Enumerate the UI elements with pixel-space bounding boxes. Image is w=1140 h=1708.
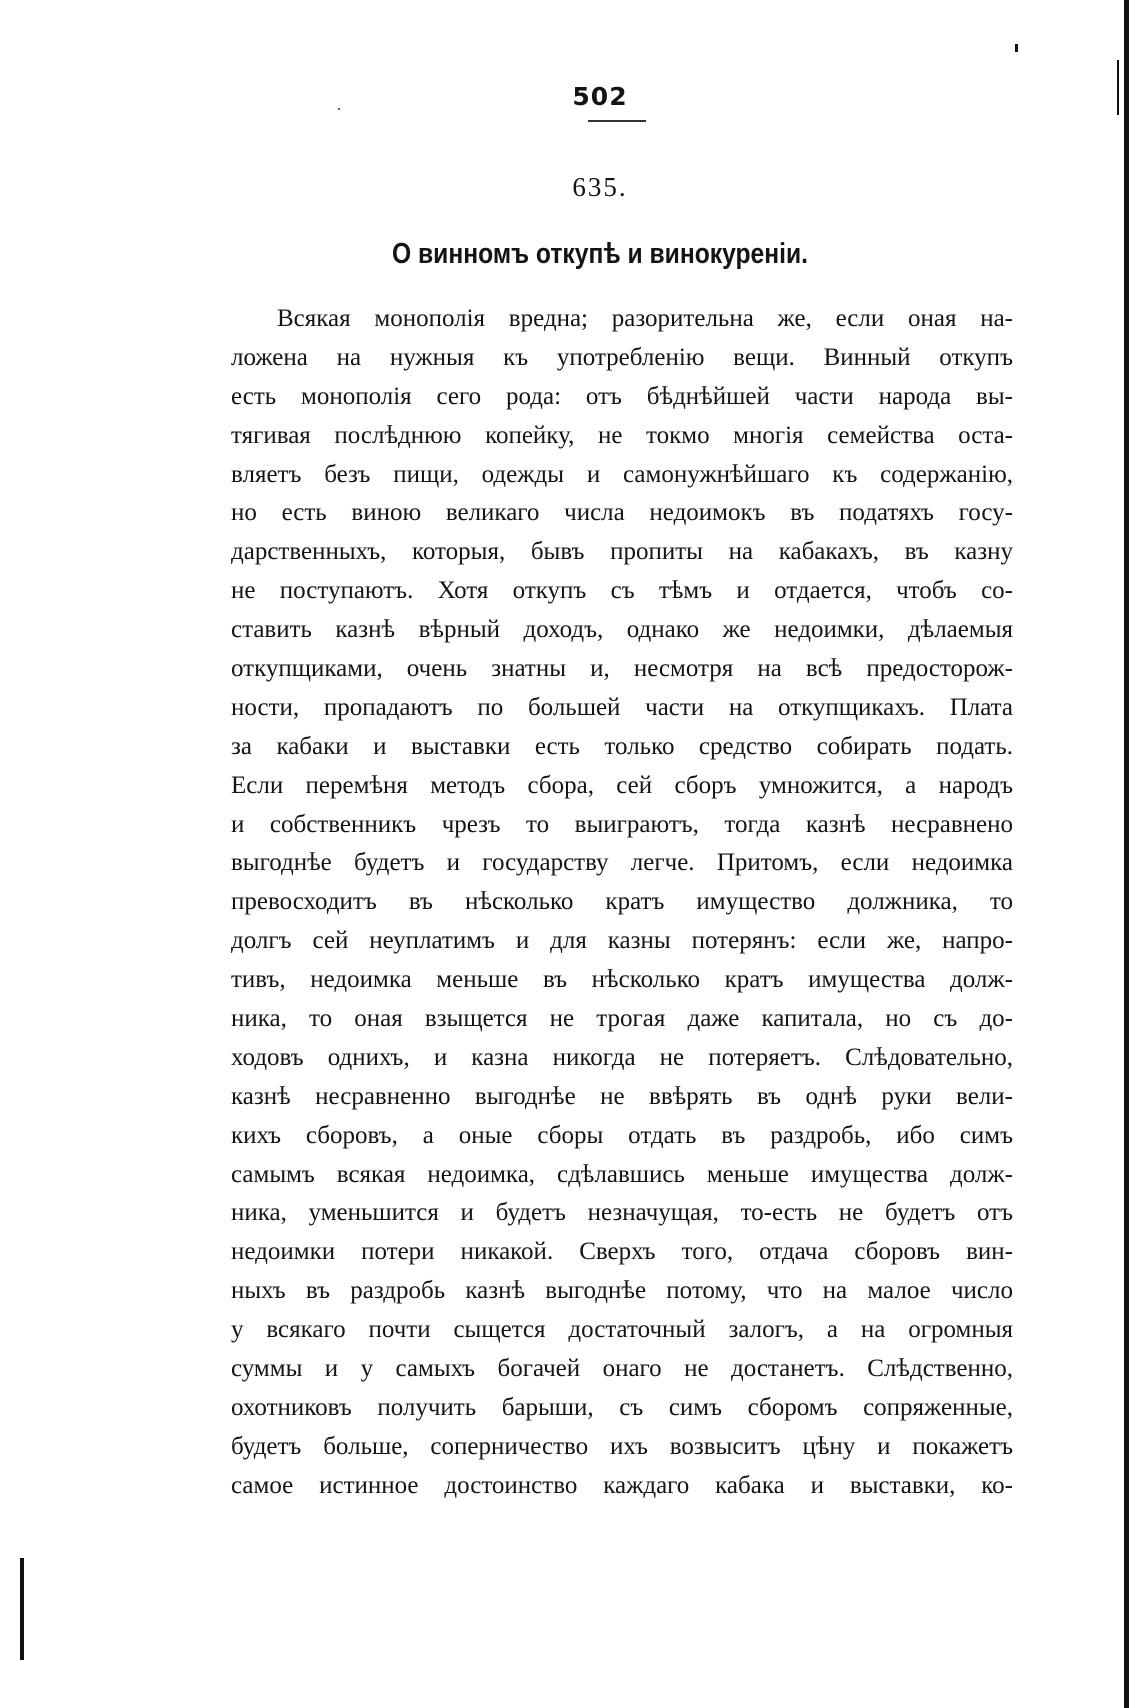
text-line: есть монополія сего рода: отъ бѣднѣйшей части народа вы- <box>231 382 1013 410</box>
scan-speck <box>1015 44 1018 52</box>
scan-edge-mark-left <box>20 1558 24 1660</box>
text-line: ставить казнѣ вѣрный доходъ, однако же недоимки, дѣлаемыя <box>231 616 1013 644</box>
article-body <box>231 300 1013 1506</box>
text-line: ныхъ въ раздробь казнѣ выгоднѣе потому, что на малое число <box>231 1277 1013 1305</box>
text-line: вляетъ безъ пищи, одежды и самонужнѣйшаго къ содержанію, <box>231 460 1013 488</box>
scan-edge-shadow-right <box>1124 0 1129 1708</box>
text-line: и собственникъ чрезъ то выиграютъ, тогда казнѣ несравнено <box>231 810 1013 838</box>
text-line: Если перемѣня методъ сбора, сей сборъ умножится, а народъ <box>231 771 1013 799</box>
text-line: ходовъ однихъ, и казна никогда не потеряетъ. Слѣдовательно, <box>231 1043 1013 1071</box>
text-line: дарственныхъ, которыя, бывъ пропиты на кабакахъ, въ казну <box>231 538 1013 566</box>
text-line: за кабаки и выставки есть только средство собирать подать. <box>231 732 1013 760</box>
text-line: долгъ сей неуплатимъ и для казны потерянъ: если же, напро- <box>231 927 1013 955</box>
page-number: 502 <box>572 82 628 111</box>
page-number-underline <box>588 120 646 122</box>
text-line: ности, пропадаютъ по большей части на откупщикахъ. Плата <box>231 693 1013 721</box>
text-line: самое истинное достоинство каждаго кабака и выставки, ко- <box>231 1471 1013 1499</box>
text-line: ника, то оная взыщется не трогая даже капитала, но съ до- <box>231 1005 1013 1033</box>
text-line: недоимки потери никакой. Сверхъ того, отдача сборовъ вин- <box>231 1238 1013 1266</box>
text-line: выгоднѣе будетъ и государству легче. Притомъ, если недоимка <box>231 849 1013 877</box>
text-line: тивъ, недоимка меньше въ нѣсколько кратъ имущества долж- <box>231 966 1013 994</box>
article-title: О винномъ откупѣ и винокуреніи. <box>392 238 808 270</box>
text-line: превосходитъ въ нѣсколько кратъ имущество должника, то <box>231 888 1013 916</box>
text-line: откупщиками, очень знатны и, несмотря на всѣ предосторож- <box>231 655 1013 683</box>
text-line: самымъ всякая недоимка, сдѣлавшись меньше имущества долж- <box>231 1160 1013 1188</box>
text-line: кихъ сборовъ, а оные сборы отдать въ раздробь, ибо симъ <box>231 1121 1013 1149</box>
text-line: охотниковъ получить барыши, съ симъ сборомъ сопряженные, <box>231 1393 1013 1421</box>
text-line: ника, уменьшится и будетъ незначущая, то-есть не будетъ отъ <box>231 1199 1013 1227</box>
text-line: суммы и у самыхъ богачей онаго не достанетъ. Слѣдственно, <box>231 1355 1013 1383</box>
text-line: казнѣ несравненно выгоднѣе не ввѣрять въ однѣ руки вели- <box>231 1082 1013 1110</box>
text-line: тягивая послѣднюю копейку, не токмо многія семейства оста- <box>231 421 1013 449</box>
text-line: будетъ больше, соперничество ихъ возвыситъ цѣну и покажетъ <box>231 1432 1013 1460</box>
text-line: ложена на нужныя къ употребленію вещи. Винный откупъ <box>231 343 1013 371</box>
article-number: 635. <box>572 172 628 202</box>
text-line: у всякаго почти сыщется достаточный залогъ, а на огромныя <box>231 1316 1013 1344</box>
text-line: Всякая монополія вредна; разорительна же, если оная на- <box>277 305 1013 332</box>
text-line: но есть виною великаго числа недоимокъ въ податяхъ госу- <box>231 499 1013 527</box>
text-line: не поступаютъ. Хотя откупъ съ тѣмъ и отдается, чтобъ со- <box>231 577 1013 605</box>
